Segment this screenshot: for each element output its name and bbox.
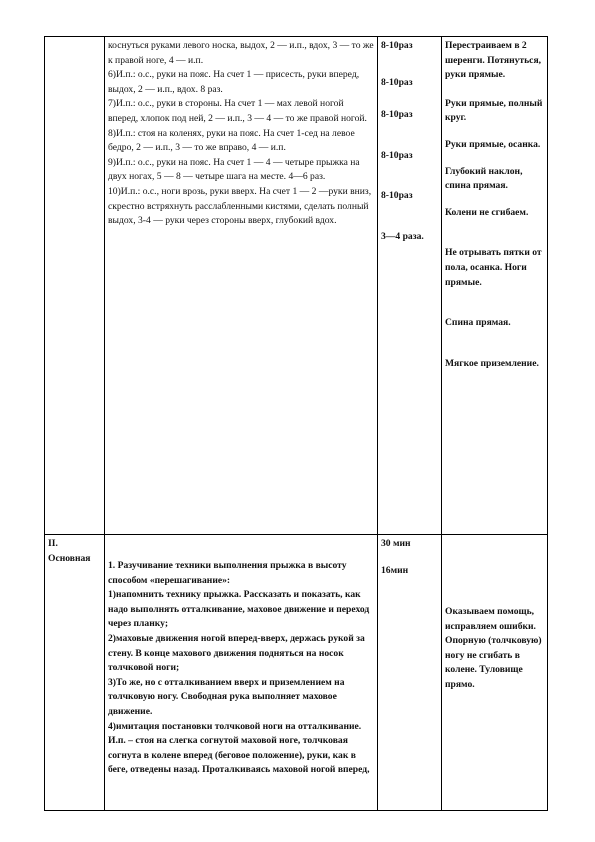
dosage-item: 8-10раз <box>381 149 413 161</box>
main-content-cell <box>105 535 378 811</box>
exercise-item: 8)И.п.: стоя на коленях, руки на пояс. На счет 1-сед на левое бедро, 2 — и.п., 3 — то же вправо, 4 — и.п. <box>108 127 355 154</box>
note-item: Перестраиваем в 2 шеренги. Потянуться, руки прямые. <box>445 40 542 81</box>
main-paragraph: 1)напомнить технику прыжка. Рассказать и показать, как надо выполнять отталкивание, маховое движение и переход через планку; <box>108 589 370 630</box>
notes-cell <box>442 37 548 535</box>
table-row <box>45 37 548 535</box>
note-item: Оказываем помощь, исправляем ошибки. Опорную (толчковую) ногу не сгибать в колене. Туловище прямо. <box>445 606 542 690</box>
dosage-total: 30 мин <box>381 538 411 549</box>
lesson-plan-table <box>44 36 548 811</box>
dosage-sub: 16мин <box>381 564 409 576</box>
dosage-cell <box>378 535 442 811</box>
exercise-item: коснуться руками левого носка, выдох, 2 — и.п., вдох, 3 — то же к правой ноге, 4 — и.п. <box>108 40 374 66</box>
dosage-item: 8-10раз <box>381 40 413 51</box>
main-paragraph: 2)маховые движения ногой вперед-вверх, держась рукой за стену. В конце махового движения подняться на носок толчковой ноги; <box>108 632 365 674</box>
part-cell <box>45 535 105 811</box>
main-paragraph: 4)имитация постановки толчковой ноги на отталкивание. И.п. – стоя на слегка согнутой маховой ноге, толчковая согнута в колене вперед (беговое положение), руки, как в беге, отведены назад. Проталкиваясь маховой ногой вперед, <box>108 720 370 776</box>
main-paragraph: 3)То же, но с отталкиванием вверх и приземлением на толчковую ногу. Свободная рука выполняет маховое движение. <box>108 676 345 717</box>
main-paragraph: 1. Разучивание техники выполнения прыжка в высоту способом «перешагивание»: <box>108 560 347 586</box>
dosage-item: 8-10раз <box>381 109 413 121</box>
exercise-item: 9)И.п.: о.с., руки на пояс. На счет 1 — 4 — четыре прыжка на двух ногах, 5 — 8 — четыре шага на месте. 4—6 раз. <box>108 156 360 183</box>
exercise-content-cell <box>105 37 378 535</box>
part-label: II. Основная <box>48 538 91 564</box>
note-item: Глубокий наклон, спина прямая. <box>445 165 523 192</box>
notes-cell <box>442 535 548 811</box>
note-item: Колени не сгибаем. <box>445 206 529 218</box>
note-item: Руки прямые, осанка. <box>445 138 541 150</box>
note-item: Руки прямые, полный круг. <box>445 97 543 124</box>
dosage-cell <box>378 37 442 535</box>
exercise-item: 6)И.п.: о.с., руки на пояс. На счет 1 — присесть, руки вперед, выдох, 2 — и.п., вдох. 8 раз. <box>108 69 360 95</box>
note-item: Не отрывать пятки от пола, осанка. Ноги прямые. <box>445 247 542 288</box>
table-row <box>45 535 548 811</box>
dosage-item: 3—4 раза. <box>381 230 424 242</box>
note-item: Мягкое приземление. <box>445 357 539 369</box>
note-item: Спина прямая. <box>445 317 511 329</box>
dosage-item: 8-10раз <box>381 190 413 202</box>
exercise-item: 7)И.п.: о.с., руки в стороны. На счет 1 — мах левой ногой вперед, хлопок под ней, 2 — и.п., 3 — 4 — то же правой ногой. <box>108 98 367 124</box>
dosage-item: 8-10раз <box>381 76 413 88</box>
exercise-item: 10)И.п.: о.с., ноги врозь, руки вверх. На счет 1 — 2 —руки вниз, скрестно встряхнуть расслабленными кистями, сделать полный выдох, 3-4 — руки через стороны вверх, глубокий вдох. <box>108 185 372 227</box>
part-cell-empty <box>45 37 105 535</box>
